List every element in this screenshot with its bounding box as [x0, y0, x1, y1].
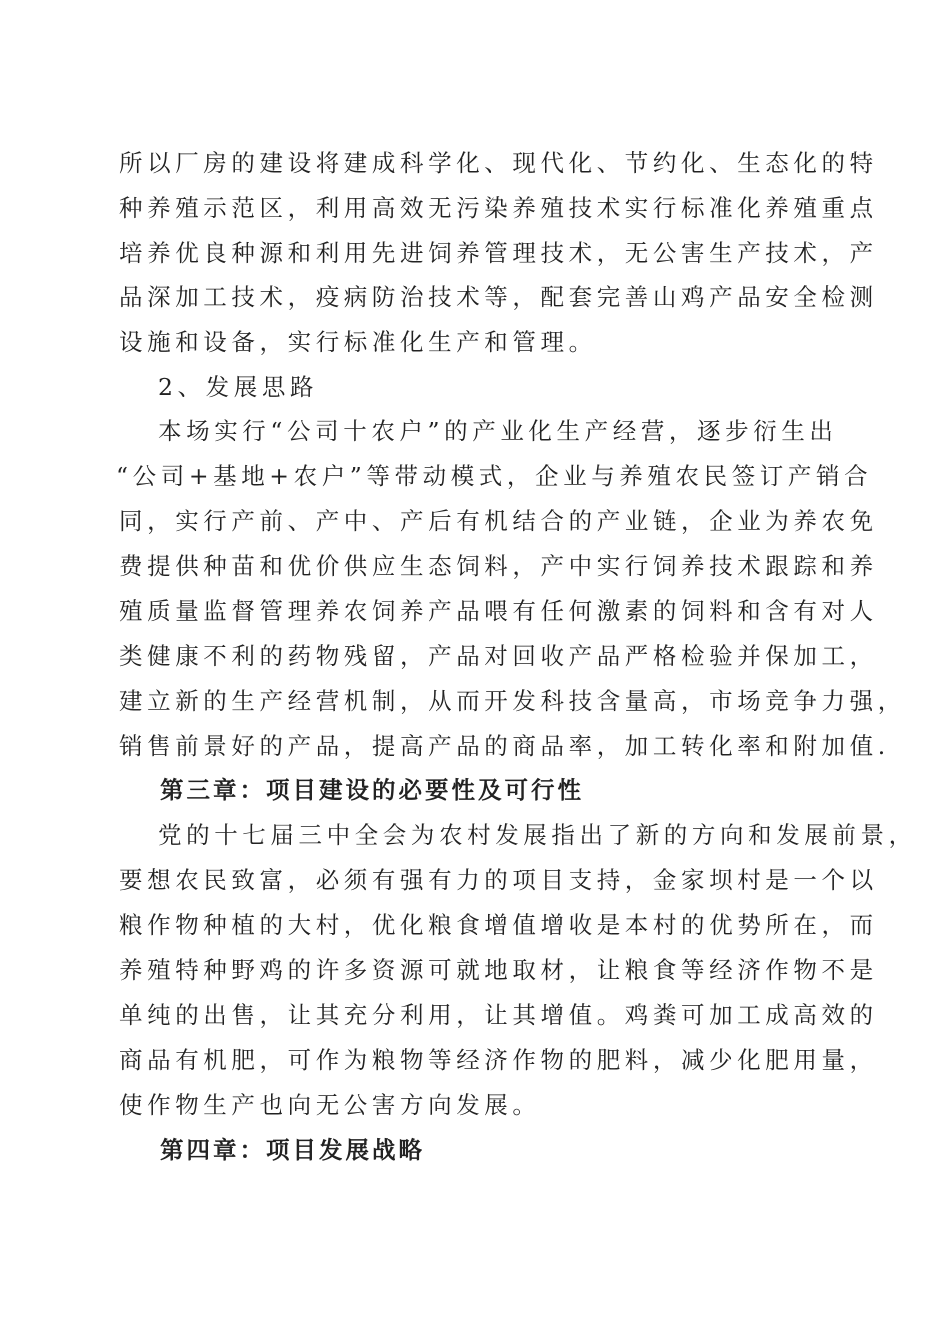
paragraph-line: 销售前景好的产品，提高产品的商品率，加工转化率和附加值. — [119, 732, 890, 760]
paragraph-line: 设施和设备，实行标准化生产和管理。 — [119, 328, 597, 356]
paragraph-line: 所以厂房的建设将建成科学化、现代化、节约化、生态化的特 — [119, 149, 878, 177]
paragraph-line: 种养殖示范区，利用高效无污染养殖技术实行标准化养殖重点 — [119, 194, 878, 222]
paragraph-line: 单纯的出售，让其充分利用，让其增值。鸡粪可加工成高效的 — [119, 1001, 878, 1029]
chapter-4-heading: 第四章：项目发展战略 — [160, 1136, 425, 1164]
paragraph-line: 培养优良种源和利用先进饲养管理技术，无公害生产技术，产 — [119, 239, 878, 267]
paragraph-line: 建立新的生产经营机制，从而开发科技含量高，市场竞争力强， — [119, 687, 906, 715]
paragraph-line: 本场实行“公司十农户”的产业化生产经营，逐步衍生出 — [158, 417, 838, 445]
paragraph-line: 品深加工技术，疫病防治技术等，配套完善山鸡产品安全检测 — [119, 283, 878, 311]
paragraph-line: 要想农民致富，必须有强有力的项目支持，金家坝村是一个以 — [119, 866, 878, 894]
paragraph-line: 费提供种苗和优价供应生态饲料，产中实行饲养技术跟踪和养 — [119, 552, 878, 580]
paragraph-line: 使作物生产也向无公害方向发展。 — [119, 1091, 541, 1119]
paragraph-line: “公司+基地+农户”等带动模式，企业与养殖农民签订产销合 — [116, 462, 873, 490]
chapter-3-heading: 第三章：项目建设的必要性及可行性 — [160, 776, 584, 804]
paragraph-line: 粮作物种植的大村，优化粮食增值增收是本村的优势所在，而 — [119, 911, 878, 939]
paragraph-line: 养殖特种野鸡的许多资源可就地取材，让粮食等经济作物不是 — [119, 956, 878, 984]
paragraph-line: 商品有机肥，可作为粮物等经济作物的肥料，减少化肥用量， — [119, 1046, 878, 1074]
paragraph-line: 同，实行产前、产中、产后有机结合的产业链，企业为养农免 — [119, 507, 878, 535]
paragraph-line: 类健康不利的药物残留，产品对回收产品严格检验并保加工， — [119, 642, 878, 670]
paragraph-line: 党的十七届三中全会为农村发展指出了新的方向和发展前景， — [158, 821, 917, 849]
paragraph-line: 殖质量监督管理养农饲养产品喂有任何激素的饲料和含有对人 — [119, 597, 878, 625]
section-heading-development-ideas: 2、发展思路 — [158, 373, 319, 401]
